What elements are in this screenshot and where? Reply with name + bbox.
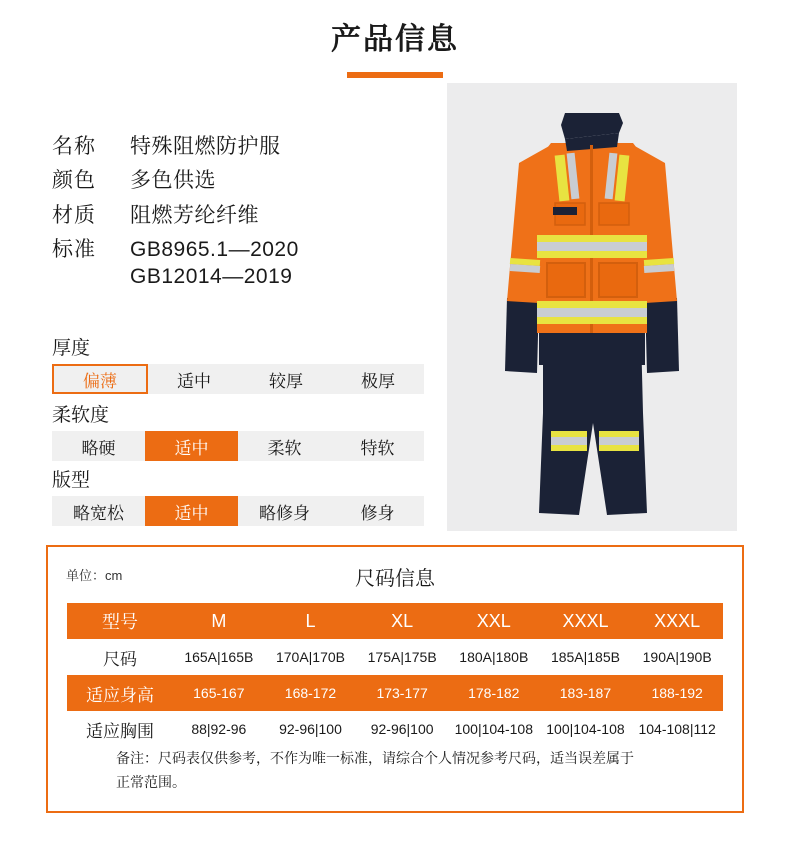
row-header: 型号: [67, 603, 173, 639]
spec-value: 多色供选: [130, 169, 216, 193]
option-item-thickness-2[interactable]: 较厚: [269, 371, 303, 391]
spec-value-secondary: GB12014—2019: [130, 265, 293, 289]
option-item-thickness-1[interactable]: 适中: [177, 371, 211, 391]
table-cell: 168-172: [265, 675, 357, 711]
option-bar: [52, 496, 424, 526]
option-item-thickness-3[interactable]: 极厚: [361, 371, 395, 391]
page-title: 产品信息: [331, 23, 459, 56]
table-cell: 100|104-108: [546, 721, 625, 737]
size-note-line-2: 正常范围。: [116, 773, 186, 790]
table-cell: 170A|170B: [275, 649, 345, 665]
option-item-softness-3[interactable]: 特软: [360, 438, 395, 458]
table-cell: XXXL: [540, 603, 632, 639]
spec-value: 特殊阻燃防护服: [130, 135, 281, 158]
spec-row: [52, 202, 412, 229]
size-note-line-1: 备注：尺码表仅供参考，不作为唯一标准，请综合个人情况参考尺码，适当误差属于: [116, 750, 634, 766]
table-cell: 173-177: [356, 675, 448, 711]
option-item-fit-3[interactable]: 修身: [360, 503, 395, 523]
table-cell: L: [265, 603, 357, 639]
table-cell: 100|104-108: [454, 721, 533, 737]
table-row: [67, 639, 723, 675]
spec-label: 颜色: [52, 169, 96, 193]
title-underline: [347, 72, 443, 78]
spec-value-group: [130, 236, 299, 291]
row-header: 适应胸围: [86, 721, 154, 741]
table-cell: 92-96|100: [370, 721, 434, 737]
option-item-fit-2[interactable]: 略修身: [259, 503, 310, 523]
table-cell: 104-108|112: [638, 721, 716, 737]
spec-value: 阻燃芳纶纤维: [130, 203, 259, 227]
size-note: [116, 747, 714, 795]
spec-row: [52, 236, 412, 291]
option-item-thickness-0[interactable]: 偏薄: [52, 364, 148, 394]
size-table-title: 尺码信息: [355, 568, 435, 590]
option-group-softness: [52, 400, 424, 461]
option-group-title: 版型: [52, 470, 91, 491]
table-row: [67, 711, 723, 747]
option-group-fit: [52, 465, 424, 526]
protective-suit-illustration: [447, 83, 737, 531]
table-cell: XXL: [448, 603, 540, 639]
table-cell: 190A|190B: [642, 649, 712, 665]
spec-value: GB8965.1—2020: [130, 237, 299, 261]
option-group-title: 厚度: [52, 338, 91, 359]
table-cell: 178-182: [448, 675, 540, 711]
option-item-softness-2[interactable]: 柔软: [267, 438, 302, 458]
table-cell: XXXL: [631, 603, 723, 639]
table-cell: 183-187: [540, 675, 632, 711]
spec-row: [52, 167, 412, 194]
size-info-card: [46, 545, 744, 813]
option-item-fit-1[interactable]: 适中: [145, 496, 238, 526]
spec-row: [52, 133, 412, 160]
product-image: [447, 83, 737, 531]
table-cell: 165A|165B: [184, 649, 254, 665]
option-group-thickness: [52, 333, 424, 394]
size-unit-label: 单位：cm: [66, 568, 123, 583]
spec-list: [52, 133, 412, 297]
spec-label: 标准: [52, 237, 96, 261]
table-cell: 188-192: [631, 675, 723, 711]
option-group-title: 柔软度: [52, 405, 110, 426]
table-cell: 88|92-96: [191, 721, 247, 737]
table-cell: 92-96|100: [279, 721, 342, 737]
table-cell: M: [173, 603, 265, 639]
option-item-softness-0[interactable]: 略硬: [81, 438, 116, 458]
table-cell: XL: [356, 603, 448, 639]
table-cell: 165-167: [173, 675, 265, 711]
row-header: 适应身高: [67, 675, 173, 711]
row-header: 尺码: [103, 649, 137, 669]
size-table: [67, 603, 723, 747]
table-cell: 185A|185B: [550, 649, 620, 665]
spec-label: 名称: [52, 135, 96, 158]
table-row: [67, 675, 723, 711]
option-item-fit-0[interactable]: 略宽松: [73, 503, 124, 523]
option-bar: [52, 364, 424, 394]
table-cell: 175A|175B: [367, 649, 437, 665]
table-row: [67, 603, 723, 639]
spec-label: 材质: [52, 203, 96, 227]
option-bar: [52, 431, 424, 461]
page-header: [0, 0, 790, 78]
table-cell: 180A|180B: [459, 649, 529, 665]
option-item-softness-1[interactable]: 适中: [145, 431, 238, 461]
